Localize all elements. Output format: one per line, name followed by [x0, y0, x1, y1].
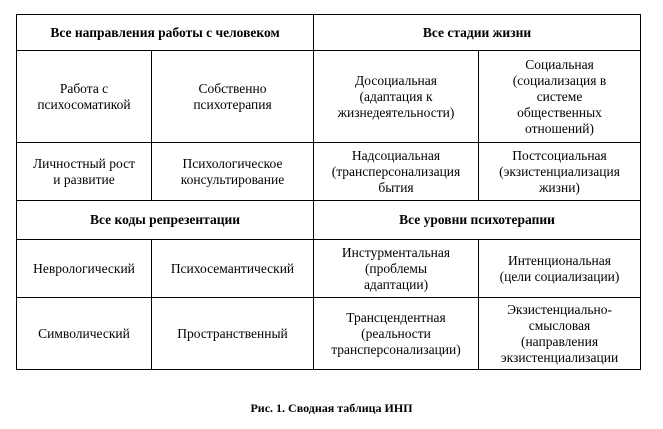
summary-table [16, 14, 641, 370]
header-levels: Все уровни психотерапии [314, 201, 641, 240]
table-cell: Социальная (социализация в системе общественных отношений) [479, 51, 641, 143]
table-cell: Работа с психосоматикой [17, 51, 152, 143]
table-cell: Экзистенциально- смысловая (направления экзистенциализации [479, 298, 641, 370]
table-cell: Символический [17, 298, 152, 370]
table-row [17, 143, 641, 201]
table-cell: Интенциональная (цели социализации) [479, 240, 641, 298]
table-cell: Трансцендентная (реальности трансперсонализации) [314, 298, 479, 370]
table-cell: Психологическое консультирование [152, 143, 314, 201]
table-row [17, 240, 641, 298]
table-cell: Личностный рост и развитие [17, 143, 152, 201]
table-cell: Психосемантический [152, 240, 314, 298]
table-cell: Собственно психотерапия [152, 51, 314, 143]
header-row-1 [17, 15, 641, 51]
header-codes: Все коды репрезентации [17, 201, 314, 240]
table-cell: Неврологический [17, 240, 152, 298]
table-cell: Инстурментальная (проблемы адаптации) [314, 240, 479, 298]
header-directions: Все направления работы с человеком [17, 15, 314, 51]
table-cell: Пространственный [152, 298, 314, 370]
table-cell: Надсоциальная (трансперсонализация бытия [314, 143, 479, 201]
header-row-2 [17, 201, 641, 240]
header-life-stages: Все стадии жизни [314, 15, 641, 51]
figure-caption: Рис. 1. Сводная таблица ИНП [250, 401, 413, 415]
table-cell: Постсоциальная (экзистенциализация жизни) [479, 143, 641, 201]
table-row [17, 298, 641, 370]
table-cell: Досоциальная (адаптация к жизнедеятельности) [314, 51, 479, 143]
table-row [17, 51, 641, 143]
